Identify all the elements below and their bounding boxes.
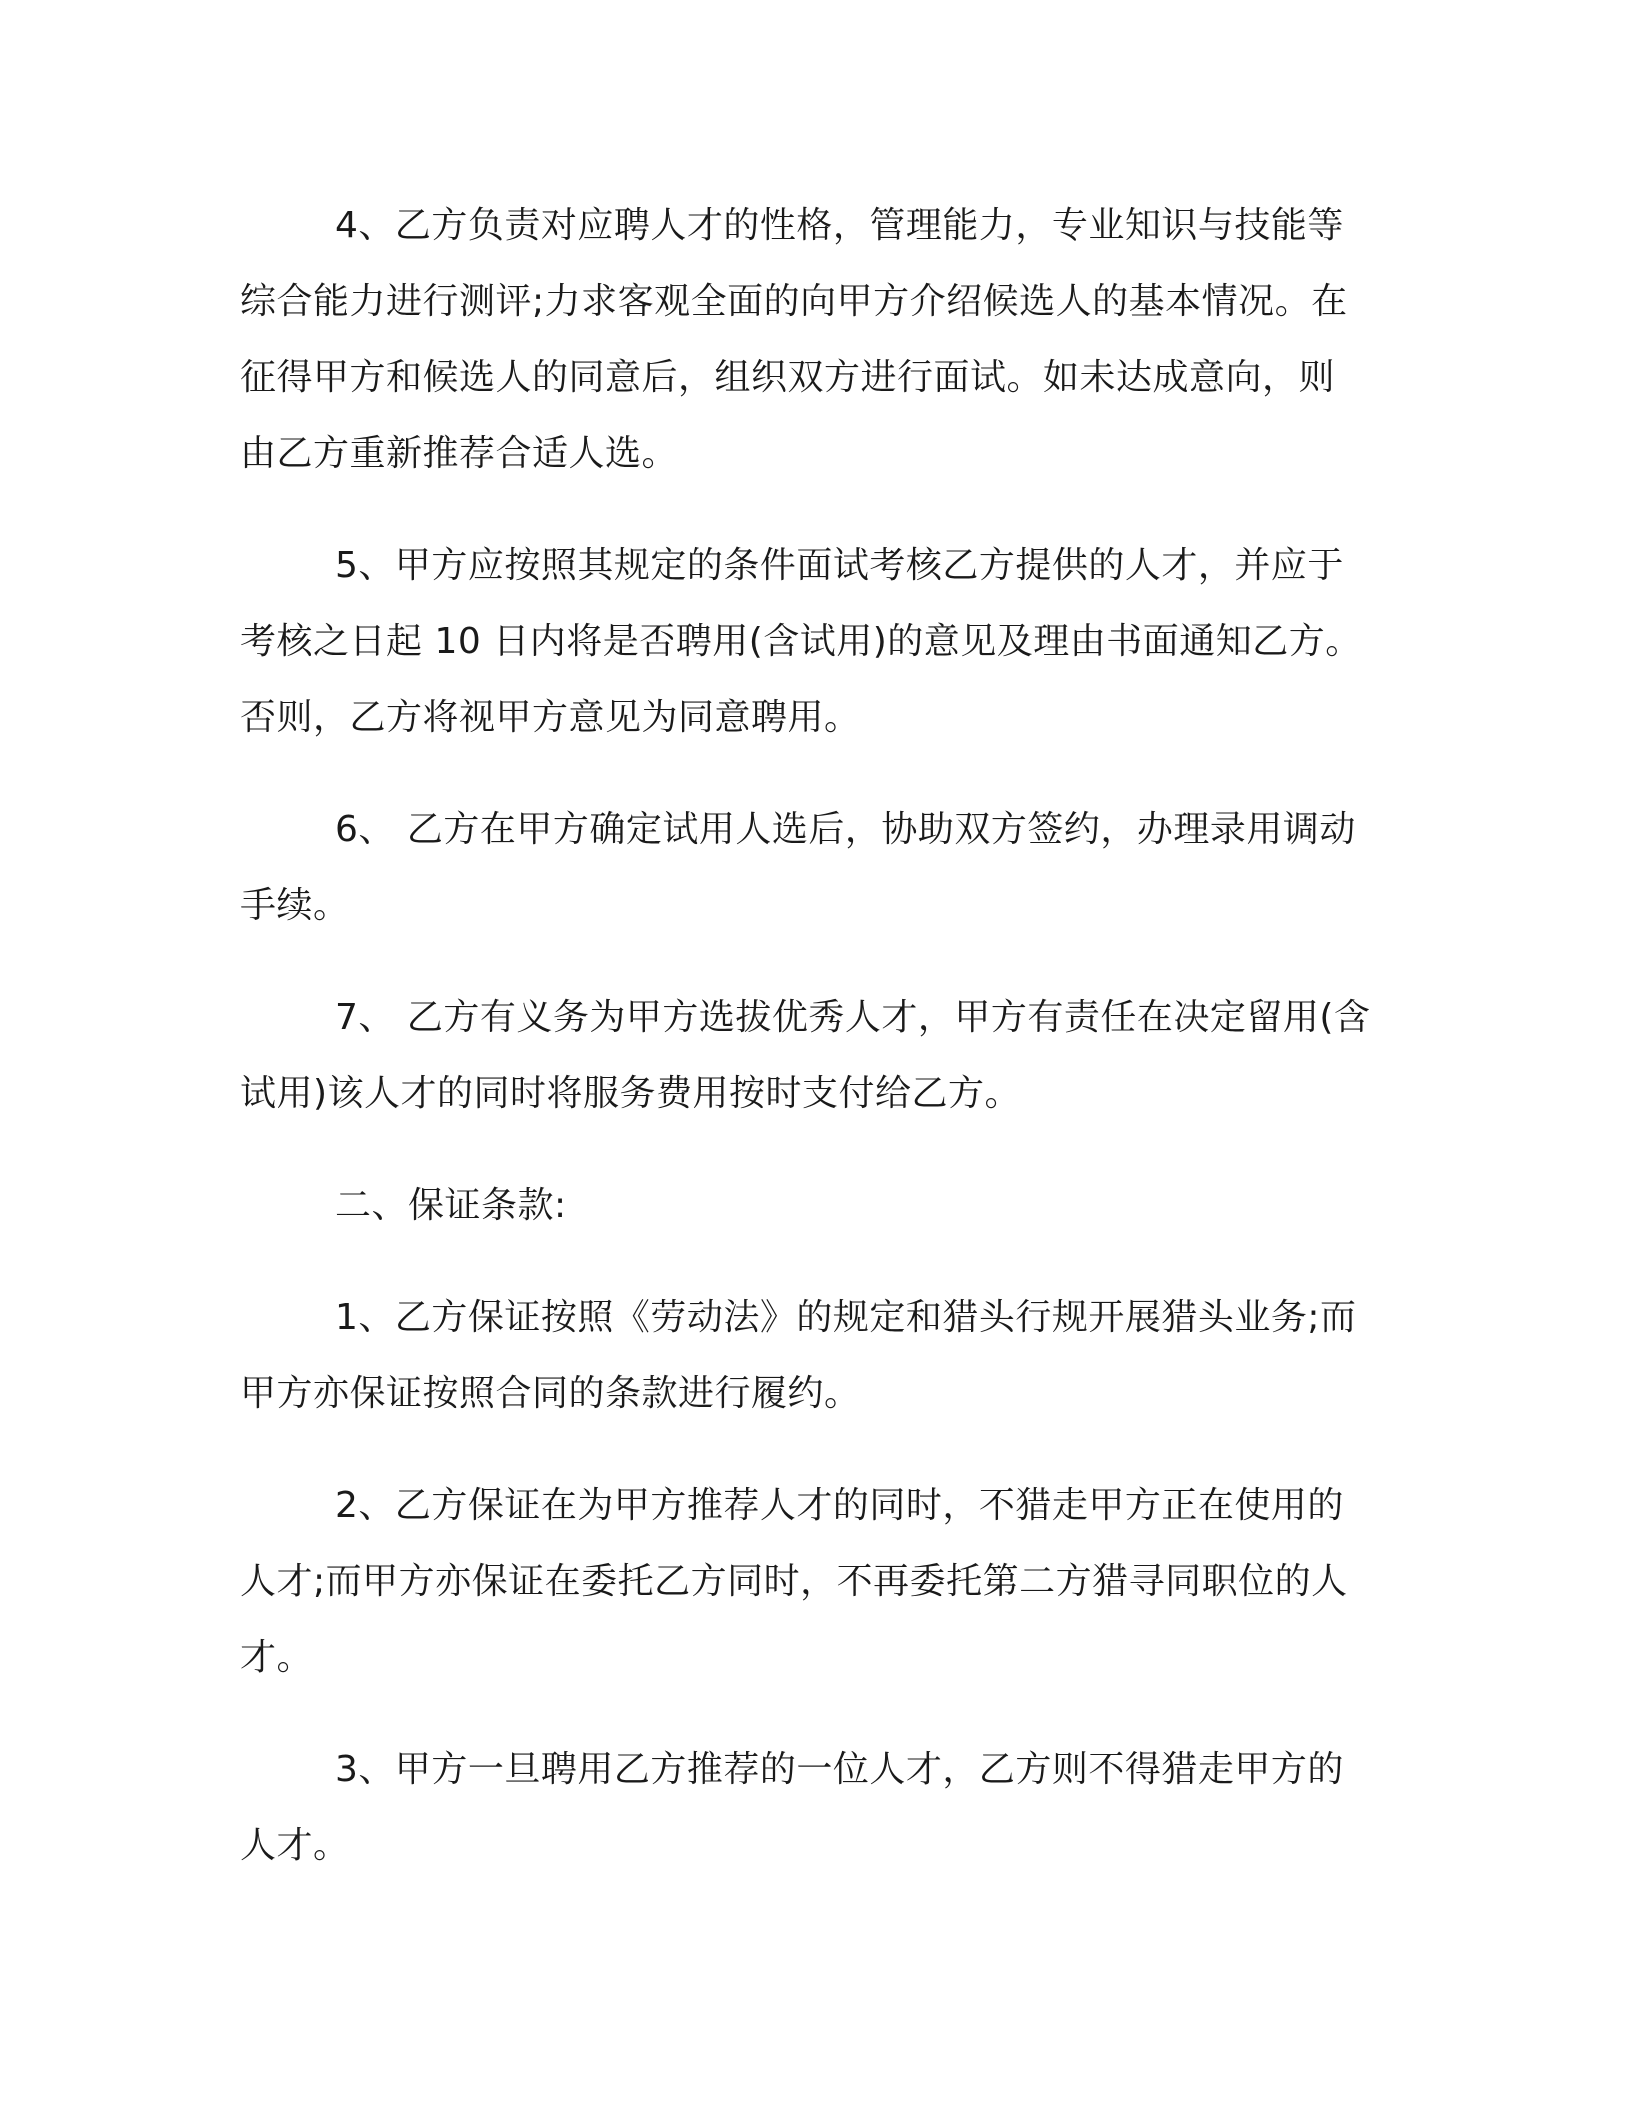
clause-5-paragraph: [240, 528, 1390, 756]
clause-5-line-3: 否则，乙方将视甲方意见为同意聘用。: [240, 697, 861, 738]
guarantee-3-line-2: 人才。: [240, 1825, 350, 1866]
clause-5-line-1: 5、甲方应按照其规定的条件面试考核乙方提供的人才，并应于: [335, 545, 1344, 586]
guarantee-1-line-2: 甲方亦保证按照合同的条款进行履约。: [240, 1373, 861, 1414]
guarantee-2-line-3: 才。: [240, 1637, 314, 1678]
clause-6-line-1: 6、 乙方在甲方确定试用人选后，协助双方签约，办理录用调动: [335, 809, 1356, 850]
guarantee-2-paragraph: [240, 1468, 1390, 1696]
section-heading-line: 二、保证条款:: [335, 1185, 567, 1226]
clause-4-line-3: 征得甲方和候选人的同意后，组织双方进行面试。如未达成意向，则: [240, 357, 1336, 398]
guarantee-1-paragraph: [240, 1280, 1390, 1432]
clause-7-paragraph: [240, 980, 1390, 1132]
guarantee-2-line-2: 人才;而甲方亦保证在委托乙方同时，不再委托第二方猎寻同职位的人: [240, 1561, 1348, 1602]
guarantee-3-line-1: 3、甲方一旦聘用乙方推荐的一位人才，乙方则不得猎走甲方的: [335, 1749, 1344, 1790]
guarantee-3-paragraph: [240, 1732, 1390, 1884]
clause-5-line-2: 考核之日起 10 日内将是否聘用(含试用)的意见及理由书面通知乙方。: [240, 621, 1362, 662]
document-body: [240, 188, 1390, 1920]
section-heading-guarantee-terms: [240, 1168, 1390, 1244]
guarantee-1-line-1: 1、乙方保证按照《劳动法》的规定和猎头行规开展猎头业务;而: [335, 1297, 1357, 1338]
clause-7-line-1: 7、 乙方有义务为甲方选拔优秀人才，甲方有责任在决定留用(含: [335, 997, 1371, 1038]
clause-6-paragraph: [240, 792, 1390, 944]
clause-4-paragraph: [240, 188, 1390, 492]
guarantee-2-line-1: 2、乙方保证在为甲方推荐人才的同时，不猎走甲方正在使用的: [335, 1485, 1344, 1526]
clause-4-line-4: 由乙方重新推荐合适人选。: [240, 433, 679, 474]
clause-4-line-2: 综合能力进行测评;力求客观全面的向甲方介绍候选人的基本情况。在: [240, 281, 1348, 322]
clause-7-line-2: 试用)该人才的同时将服务费用按时支付给乙方。: [240, 1073, 1022, 1114]
clause-6-line-2: 手续。: [240, 885, 350, 926]
clause-4-line-1: 4、乙方负责对应聘人才的性格，管理能力，专业知识与技能等: [335, 205, 1344, 246]
